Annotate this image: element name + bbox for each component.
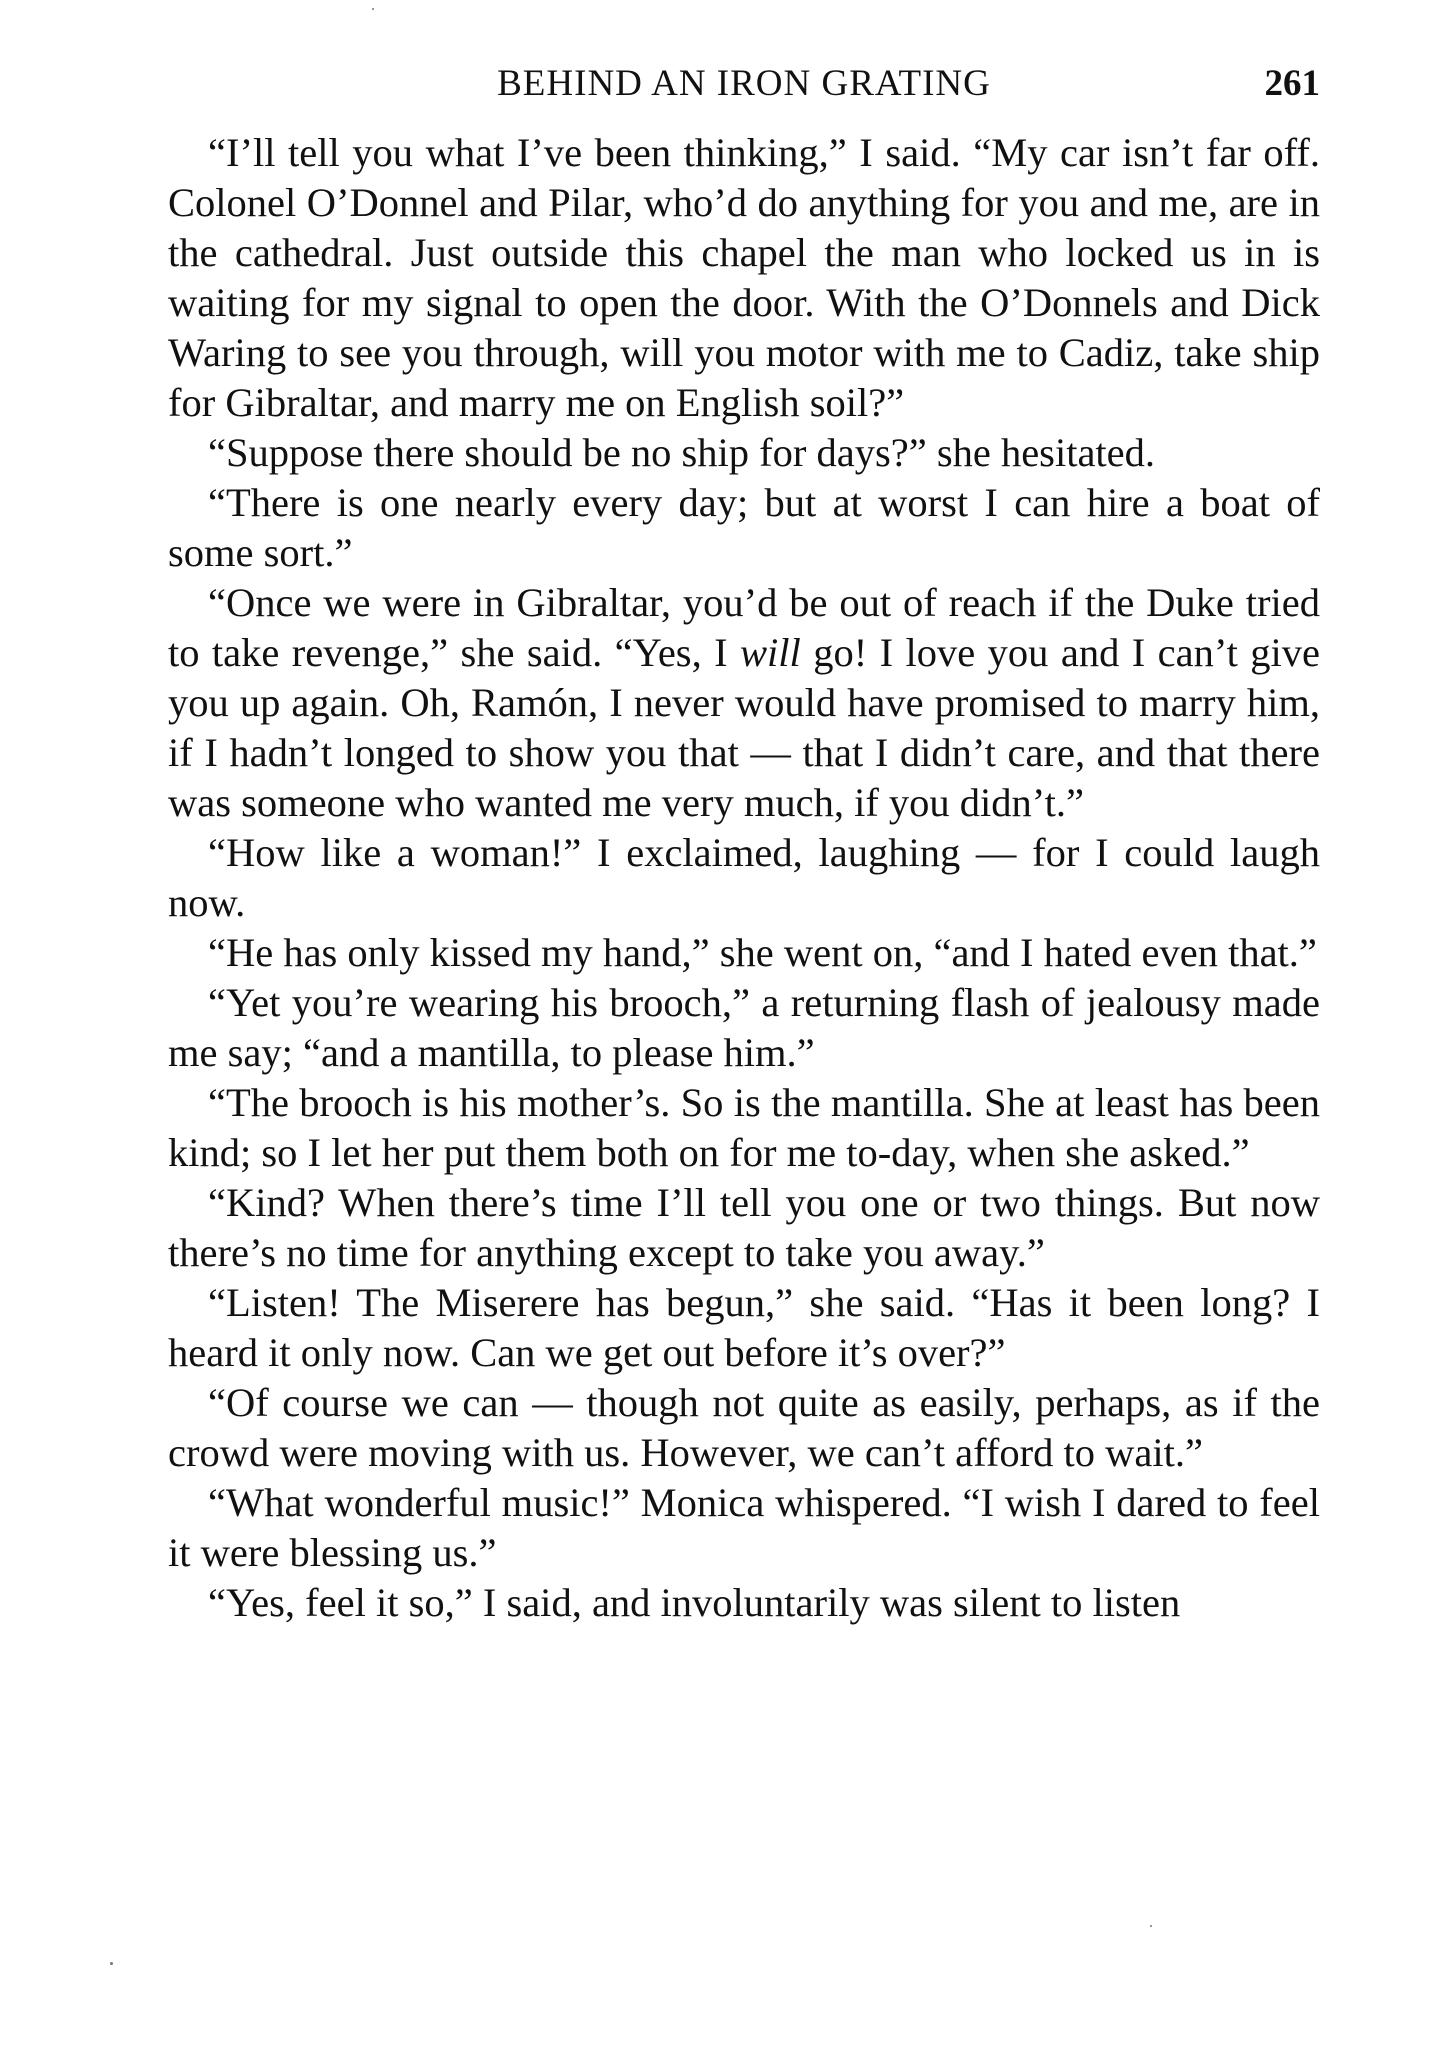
paragraph: “Yes, feel it so,” I said, and involuntarily was silent to listen [208,1580,1181,1625]
paragraph: “There is one nearly every day; but at worst I can hire a boat of some sort.” [168,480,1320,575]
scan-speck [1150,1925,1152,1927]
scan-speck [372,8,374,10]
chapter-running-title: BEHIND AN IRON GRATING [497,63,991,104]
paragraph-text: go! I love you and I can’t give you up again. Oh, Ramón, I never would have promised to marry him, if I hadn’t longed to show you that — that I didn’t care, and that there was someone who wanted me very much, if you didn’t.” [168,630,1320,825]
page-number: 261 [1264,63,1320,104]
scan-speck [110,1962,113,1965]
paragraph: “Listen! The Miserere has begun,” she said. “Has it been long? I heard it only now. Can we get out before it’s over?” [168,1280,1320,1375]
running-head [168,62,1320,112]
paragraph: “Yet you’re wearing his brooch,” a returning flash of jealousy made me say; “and a mantilla, to please him.” [168,980,1320,1075]
paragraph: “The brooch is his mother’s. So is the mantilla. She at least has been kind; so I let her put them both on for me to-day, when she asked.” [168,1080,1320,1175]
paragraph: “He has only kissed my hand,” she went on, “and I hated even that.” [208,930,1317,975]
paragraph: “What wonderful music!” Monica whispered. “I wish I dared to feel it were blessing us.” [168,1480,1320,1575]
body-text [168,128,1320,1628]
paragraph: “How like a woman!” I exclaimed, laughing — for I could laugh now. [168,830,1320,925]
paragraph [168,578,1320,828]
paragraph: “I’ll tell you what I’ve been thinking,” I said. “My car isn’t far off. Colonel O’Donnel and Pilar, who’d do anything for you and me, are in the cathedral. Just outside this chapel the man who locked us in is waiting for my signal to open the door. With the O’Donnels and Dick Waring to see you through, will you motor with me to Cadiz, take ship for Gibraltar, and marry me on English soil?” [168,130,1320,425]
paragraph: “Kind? When there’s time I’ll tell you one or two things. But now there’s no time for anything except to take you away.” [168,1180,1320,1275]
paragraph-text: “Once we were in Gibraltar, you’d be out of reach if the Duke tried to take revenge,” she said. “Yes, I [168,580,1320,675]
paragraph: “Of course we can — though not quite as easily, perhaps, as if the crowd were moving with us. However, we can’t afford to wait.” [168,1380,1320,1475]
emphasized-word: will [740,630,801,675]
paragraph: “Suppose there should be no ship for days?” she hesitated. [208,430,1156,475]
